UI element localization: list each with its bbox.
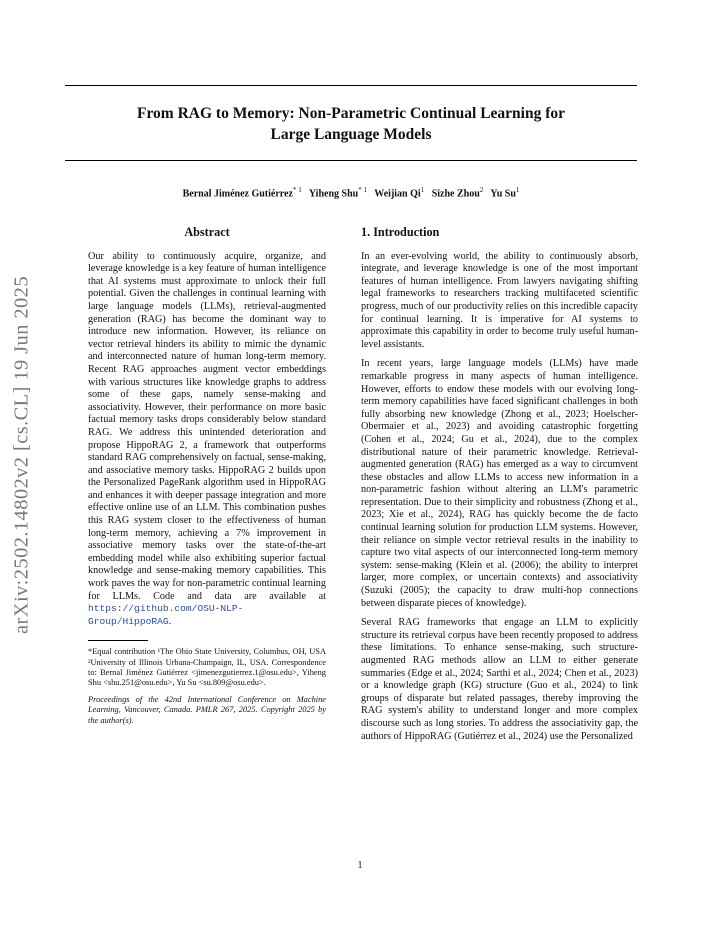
author: Yiheng Shu	[308, 188, 359, 200]
title-line-1: From RAG to Memory: Non-Parametric Continual Learning for	[136, 105, 566, 122]
title-bottom-rule	[65, 160, 637, 161]
author-mark: 1	[420, 186, 425, 194]
intro-paragraph-1: In an ever-evolving world, the ability to continuously absorb, integrate, and leverage knowledge is one of the most important features of human intelligence. From lawyers navigating shifting legal frameworks to researchers tracking multifaceted scientific progress, much of our productivity relies on this incredible capacity for continual learning. It is imperative for AI systems to approximate this capability in order to become truly useful human-level assistants.	[361, 250, 638, 350]
page-number: 1	[357, 860, 363, 871]
author: Sizhe Zhou	[431, 188, 480, 200]
abstract-heading: Abstract	[184, 225, 230, 239]
intro-paragraph-2: In recent years, large language models (LLMs) have made remarkable progress in many aspects of human intelligence. However, efforts to endow these models with our evolving long-term memory capabilities have faced significant challenges in both fully absorbing new knowledge (Zhong et al., 2023; Hoelscher-Obermaier et al., 2023) and avoiding catastrophic forgetting (Cohen et al., 2024; Gu et al., 2024), due to the complex distributional nature of their parametric knowledge. Retrieval-augmented generation (RAG) has emerged as a way to circumvent these obstacles and allow LLMs to access new information in a non-parametric fashion without altering an LLM's parametric representation. Due to their simplicity and robustness (Zhong et al., 2023; Xie et al., 2024), RAG has quickly become the de facto continual learning solution for production LLM systems. However, their reliance on simple vector retrieval results in the inability to capture two vital aspects of our interconnected long-term memory system: sense-making (Klein et al. (2006); the ability to interpret larger, more complex, or uncertain contexts) and associativity (Suzuki (2005); the capacity to draw multi-hop connections between disparate pieces of knowledge).	[361, 358, 638, 609]
author-mark: 2	[479, 186, 484, 194]
intro-heading: 1. Introduction	[361, 225, 440, 239]
abstract-body: Our ability to continuously acquire, organize, and leverage knowledge is a key feature of human intelligence that AI systems must approximate to unlock their full potential. Given the challenges in continual learning with large language models (LLMs), retrieval-augmented generation (RAG) has become the dominant way to introduce new information. However, its reliance on vector retrieval hinders its ability to mimic the dynamic and interconnected nature of human long-term memory. Recent RAG approaches augment vector embeddings with various structures like knowledge graphs to address some of these gaps, namely sense-making and associativity. However, their performance on more basic factual memory tasks drops considerably below standard RAG. We address this unintended deterioration and propose HippoRAG 2, a framework that outperforms standard RAG comprehensively on factual, sense-making, and associative memory tasks. HippoRAG 2 builds upon the Personalized PageRank algorithm used in HippoRAG and enhances it with deeper passage integration and more effective online use of an LLM. This combination pushes this RAG system closer to the effectiveness of human long-term memory, achieving a 7% improvement in associative memory tasks over the state-of-the-art embedding model while also exhibiting superior factual knowledge and sense-making memory capabilities. This work paves the way for non-parametric continual learning for LLMs. Code and data are available at	[88, 250, 326, 602]
arxiv-watermark	[0, 0, 44, 932]
author: Weijian Qi	[374, 188, 421, 200]
footnote-rule	[88, 640, 148, 641]
code-link[interactable]: https://github.com/OSU-NLP-Group/HippoRAG	[88, 603, 244, 627]
arxiv-id: arXiv:2502.14802v2 [cs.CL] 19 Jun 2025	[10, 276, 33, 634]
left-column	[88, 226, 326, 733]
author-list	[65, 186, 637, 199]
author-mark: * 1	[292, 186, 302, 194]
abstract-text	[88, 251, 326, 629]
intro-paragraph-3: Several RAG frameworks that engage an LLM to explicitly structure its retrieval corpus have been recently proposed to address these limitations. To enhance sense-making, such structure-augmented RAG methods allow an LLM to either generate summaries (Edge et al., 2024; Sarthi et al., 2024; Chen et al., 2023) or a knowledge graph (KG) structure (Guo et al., 2024) to link groups of disparate but related passages, thereby improving the RAG system's ability to understand longer and more complex discourse such as long stories. To address the associativity gap, the authors of HippoRAG (Gutiérrez et al., 2024) use the Personalized	[361, 617, 638, 742]
author: Bernal Jiménez Gutiérrez	[182, 188, 293, 200]
title-line-2: Large Language Models	[270, 126, 432, 143]
footnote-affiliations: *Equal contribution ¹The Ohio State University, Columbus, OH, USA ²University of Illinois Urbana-Champaign, IL, USA. Correspondence to: Bernal Jiménez Gutiérrez <jimenezgutierrez.1@osu.edu>, Yiheng Shu <shu.251@osu.edu>, Yu Su <su.809@osu.edu>.	[88, 647, 326, 688]
footnote-proceedings: Proceedings of the 42nd International Conference on Machine Learning, Vancouver, Canada. PMLR 267, 2025. Copyright 2025 by the author(s).	[88, 695, 326, 725]
author-mark: 1	[515, 186, 520, 194]
right-column	[361, 226, 638, 750]
paper-title	[65, 103, 637, 145]
title-top-rule	[65, 85, 637, 86]
abstract-end: .	[168, 615, 172, 627]
author: Yu Su	[490, 188, 516, 200]
author-mark: * 1	[358, 186, 367, 194]
